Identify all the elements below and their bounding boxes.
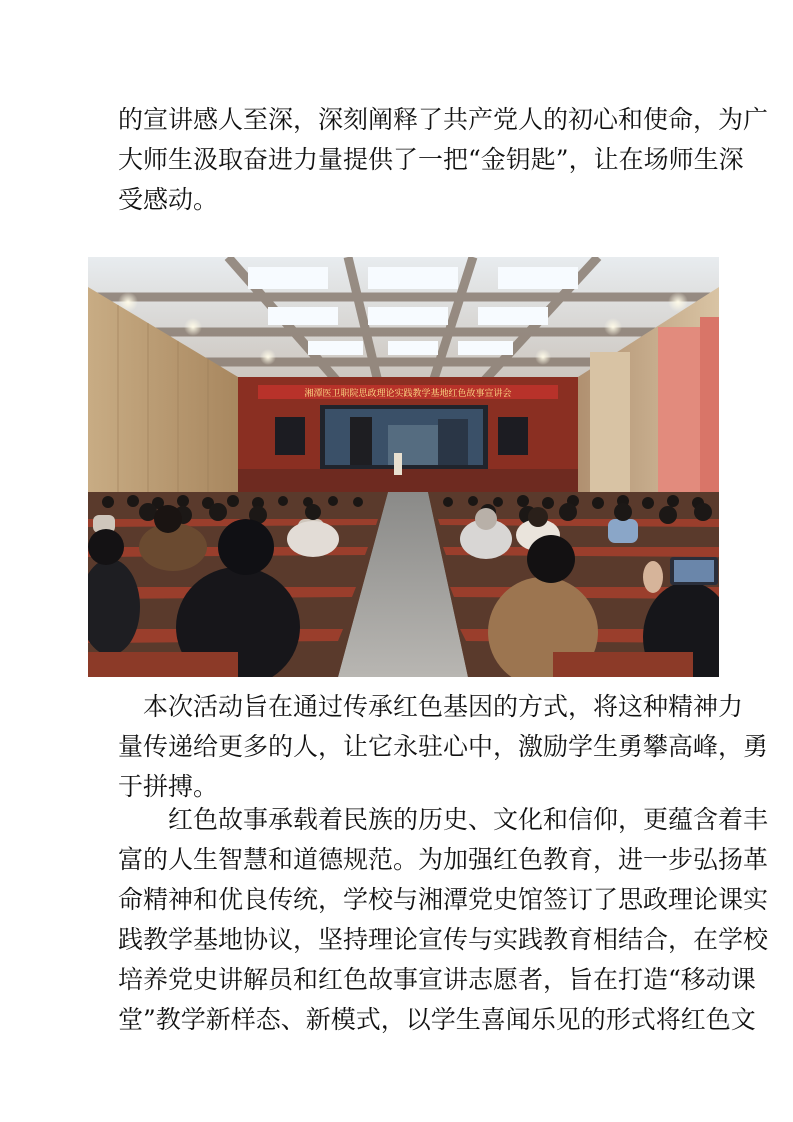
text-line: 红色故事承载着民族的历史、文化和信仰，更蕴含着丰: [118, 805, 769, 834]
text-line: 践教学基地协议，坚持理论宣传与实践教育相结合，在学校: [118, 925, 769, 954]
text-line: 培养党史讲解员和红色故事宣讲志愿者，旨在打造“移动课: [118, 965, 756, 994]
lecture-hall-photo: [88, 257, 719, 677]
text-line: 堂”教学新样态、新模式，以学生喜闻乐见的形式将红色文: [118, 1005, 756, 1034]
text-line: 命精神和优良传统，学校与湘潭党史馆签订了思政理论课实: [118, 885, 769, 914]
text-line: 于拼搏。: [118, 772, 219, 801]
paragraph-1: [118, 100, 769, 220]
text-line: 大师生汲取奋进力量提供了一把“金钥匙”，让在场师生深: [118, 145, 744, 174]
paragraph-3: [118, 800, 769, 1040]
text-line: 的宣讲感人至深，深刻阐释了共产党人的初心和使命，为广: [118, 105, 769, 134]
text-line: 本次活动旨在通过传承红色基因的方式，将这种精神力: [118, 692, 744, 721]
text-line: 受感动。: [118, 185, 219, 214]
text-line: 量传递给更多的人，让它永驻心中，激励学生勇攀高峰，勇: [118, 732, 769, 761]
text-line: 富的人生智慧和道德规范。为加强红色教育，进一步弘扬革: [118, 845, 769, 874]
paragraph-2: [118, 687, 769, 807]
stage-banner-text: 湘潭医卫职院思政理论实践教学基地红色故事宣讲会: [304, 389, 512, 399]
